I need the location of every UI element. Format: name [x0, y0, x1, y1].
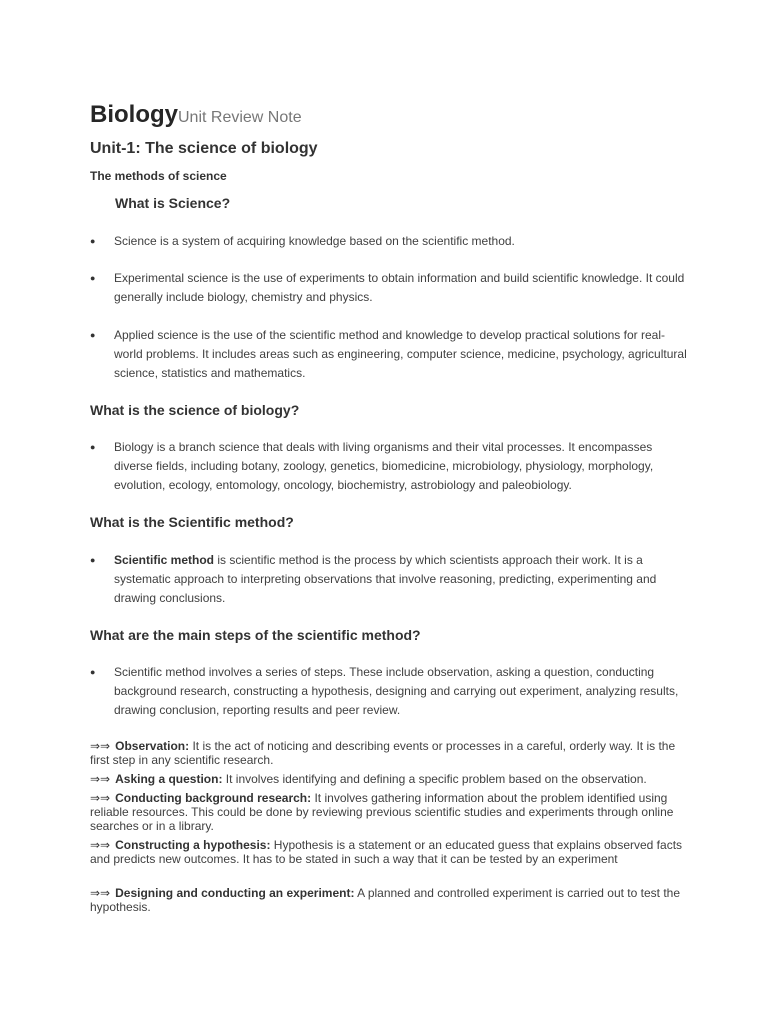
heading-main-steps: What are the main steps of the scientific method?: [90, 627, 421, 643]
step-label: Designing and conducting an experiment:: [115, 886, 355, 900]
heading-scientific-method: What is the Scientific method?: [90, 514, 294, 530]
document-title: [90, 101, 302, 129]
section-heading: The methods of science: [90, 169, 227, 183]
title-subtitle: Unit Review Note: [178, 109, 302, 126]
step-text: A planned and controlled experiment is carried out to test the hypothesis.: [90, 886, 681, 914]
heading-what-is-science: What is Science?: [115, 195, 231, 211]
bullet-rest: is scientific method is the process by which scientists approach their work. It is a systematic approach to interpreting observations that involve reasoning, predicting, experimenting and drawing conclusions.: [114, 553, 657, 605]
bold-term: Scientific method: [114, 553, 215, 567]
step-text: It is the act of noticing and describing events or processes in a careful, orderly way. It is the first step in any scientific research.: [90, 739, 676, 767]
step-item: [90, 772, 690, 786]
bullet-icon: ●: [90, 330, 96, 340]
step-item: [90, 838, 690, 866]
bullet-icon: ●: [90, 236, 96, 246]
step-text: It involves identifying and defining a specific problem based on the observation.: [222, 772, 647, 786]
double-arrow-icon: ⇒⇒: [90, 791, 111, 805]
double-arrow-icon: ⇒⇒: [90, 772, 111, 786]
bullet-text: Experimental science is the use of experiments to obtain information and build scientific knowledge. It could generally include biology, chemistry and physics.: [114, 271, 685, 304]
step-label: Conducting background research:: [115, 791, 312, 805]
title-main: Biology: [90, 101, 178, 128]
bullet-icon: ●: [90, 667, 96, 677]
step-text: Hypothesis is a statement or an educated guess that explains observed facts and predicts new outcomes. It has to be stated in such a way that it can be tested by an experiment: [90, 838, 683, 866]
bullet-icon: ●: [90, 442, 96, 452]
step-item: [90, 791, 690, 833]
step-label: Observation:: [115, 739, 190, 753]
unit-heading: Unit-1: The science of biology: [90, 140, 318, 157]
bullet-text: [114, 551, 690, 608]
heading-science-of-biology: What is the science of biology?: [90, 402, 300, 418]
step-item: [90, 739, 690, 767]
step-label: Constructing a hypothesis:: [115, 838, 271, 852]
step-item: [90, 886, 690, 914]
bullet-text: Applied science is the use of the scientific method and knowledge to develop practical solutions for real-world problems. It includes areas such as engineering, computer science, medicine, psychology, agricultural science, statistics and mathematics.: [114, 328, 687, 380]
step-label: Asking a question:: [115, 772, 223, 786]
bullet-text: Scientific method involves a series of steps. These include observation, asking a question, conducting background research, constructing a hypothesis, designing and carrying out experiment, analyzing results, drawing conclusion, reporting results and peer review.: [114, 665, 679, 717]
double-arrow-icon: ⇒⇒: [90, 739, 111, 753]
double-arrow-icon: ⇒⇒: [90, 838, 111, 852]
double-arrow-icon: ⇒⇒: [90, 886, 111, 900]
step-text: It involves gathering information about the problem identified using reliable resources. This could be done by reviewing previous scientific studies and experiments through online searches or in a library.: [90, 791, 674, 833]
bullet-text: Biology is a branch science that deals with living organisms and their vital processes. It encompasses diverse fields, including botany, zoology, genetics, biomedicine, microbiology, physiology, morphology, evolution, ecology, entomology, oncology, biochemistry, astrobiology and paleobiology.: [114, 440, 654, 492]
bullet-icon: ●: [90, 555, 96, 565]
bullet-icon: ●: [90, 273, 96, 283]
bullet-text: Science is a system of acquiring knowledge based on the scientific method.: [114, 234, 515, 248]
